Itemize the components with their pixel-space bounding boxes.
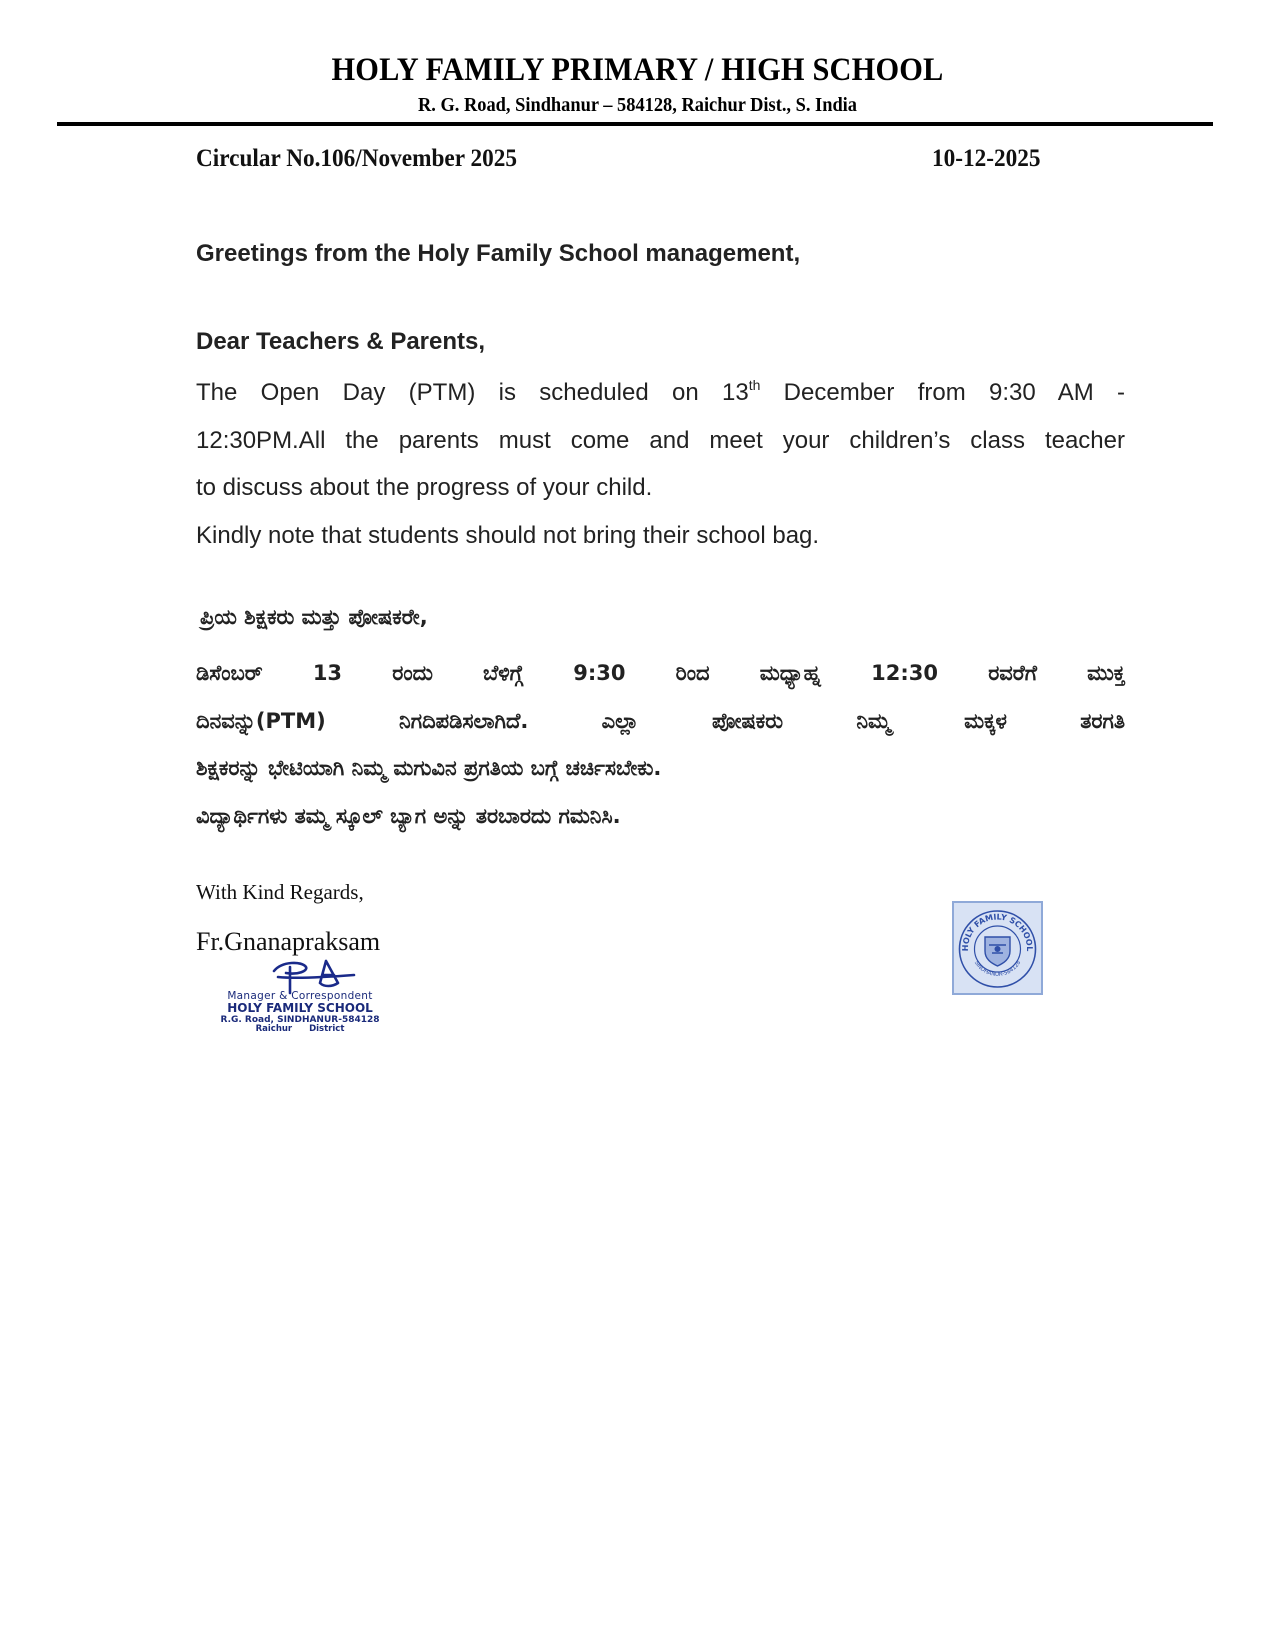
stamp-address: R.G. Road, SINDHANUR-584128 xyxy=(220,1015,380,1025)
english-body xyxy=(196,369,1125,559)
salutation: Dear Teachers & Parents, xyxy=(196,328,486,355)
kannada-body-line-3: ಶಿಕ್ಷಕರನ್ನು ಭೇಟಿಯಾಗಿ ನಿಮ್ಮ ಮಗುವಿನ ಪ್ರಗತಿಯ ಬಗ್ಗೆ ಚರ್ಚಿಸಬೇಕು. xyxy=(196,756,662,780)
stamp-role: Manager & Correspondent xyxy=(227,990,373,1002)
greeting: Greetings from the Holy Family School management, xyxy=(196,240,801,267)
kannada-body xyxy=(196,650,1125,840)
ordinal-suffix: th xyxy=(748,377,761,393)
manager-stamp xyxy=(196,991,404,1034)
kannada-note: ವಿದ್ಯಾರ್ಥಿಗಳು ತಮ್ಮ ಸ್ಕೂಲ್ ಬ್ಯಾಗ ಅನ್ನು ತರಬಾರದು ಗಮನಿಸಿ. xyxy=(196,803,621,828)
closing: With Kind Regards, xyxy=(196,880,364,904)
kannada-salutation: ಪ್ರಿಯ ಶಿಕ್ಷಕರು ಮತ್ತು ಪೋಷಕರೇ, xyxy=(200,605,428,629)
kannada-body-line-1: ಡಿಸೆಂಬರ್ 13 ರಂದು ಬೆಳಿಗ್ಗೆ 9:30 ರಿಂದ ಮಧ್ಯಾಹ್ನ 12:30 ರವರೆಗೆ ಮುಕ್ತ xyxy=(196,661,1125,685)
stamp-district: Raichur District xyxy=(255,1024,345,1034)
seal-bottom-text: SINDHANUR-584128 xyxy=(972,959,1023,978)
school-seal xyxy=(952,901,1043,995)
signer-name: Fr.Gnanapraksam xyxy=(196,927,381,956)
kannada-body-line-2: ದಿನವನ್ನು(PTM) ನಿಗದಿಪಡಿಸಲಾಗಿದೆ. ಎಲ್ಲಾ ಪೋಷಕರು ನಿಮ್ಮ ಮಕ್ಕಳ ತರಗತಿ xyxy=(196,708,1125,733)
english-body-line-1 xyxy=(196,369,1125,417)
english-body-line-2: 12:30PM.All the parents must come and meet your children’s class teacher xyxy=(196,426,1125,454)
stamp-school: HOLY FAMILY SCHOOL xyxy=(227,1001,373,1015)
circular-date: 10-12-2025 xyxy=(932,145,1041,172)
circular-number: Circular No.106/November 2025 xyxy=(196,145,517,172)
school-address: R. G. Road, Sindhanur – 584128, Raichur Dist., S. India xyxy=(417,94,857,116)
seal-emblem-icon xyxy=(954,903,1041,993)
header-divider xyxy=(57,122,1213,126)
line1-text: The Open Day (PTM) is scheduled on 13 xyxy=(196,379,749,406)
school-name: HOLY FAMILY PRIMARY / HIGH SCHOOL xyxy=(331,52,944,88)
line1-text-cont: December from 9:30 AM - xyxy=(760,379,1125,406)
seal-top-text: HOLY FAMILY SCHOOL xyxy=(960,912,1035,952)
english-body-line-3: to discuss about the progress of your child. xyxy=(196,474,653,501)
english-note: Kindly note that students should not bring their school bag. xyxy=(196,521,820,549)
